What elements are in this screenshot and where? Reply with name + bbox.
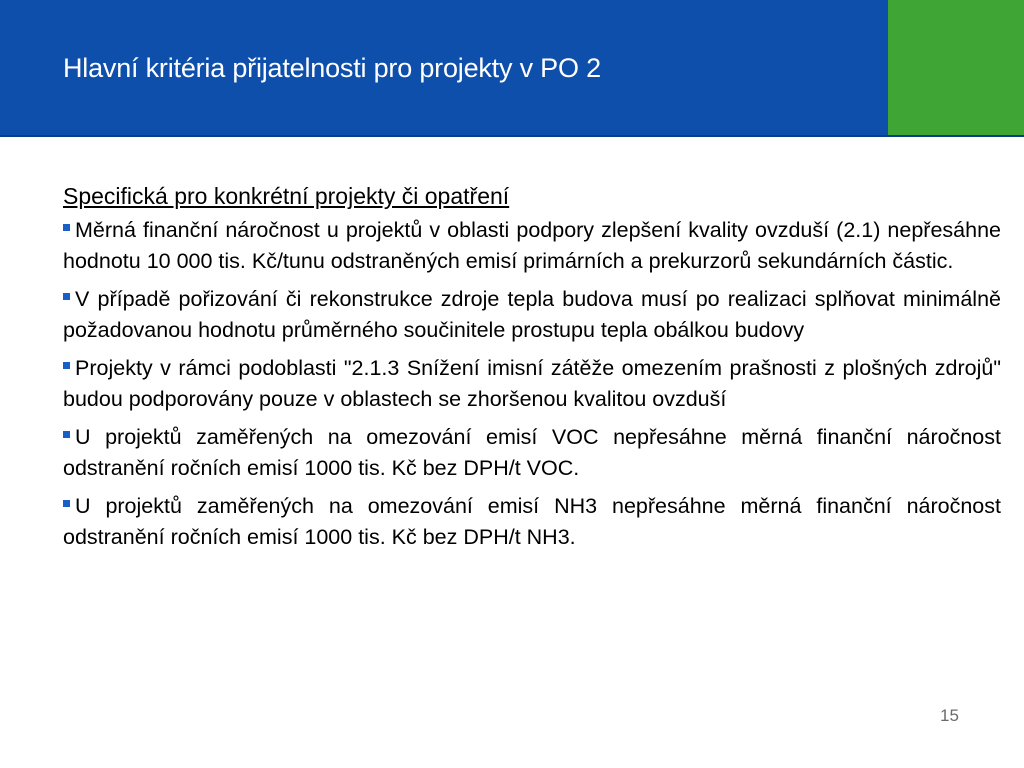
square-bullet-icon [63, 500, 70, 507]
square-bullet-icon [63, 431, 70, 438]
square-bullet-icon [63, 362, 70, 369]
page-number: 15 [940, 706, 959, 725]
list-item-text: U projektů zaměřených na omezování emisí NH3 nepřesáhne měrná finanční náročnost odstranění ročních emisí 1000 tis. Kč bez DPH/t NH3. [63, 494, 1001, 549]
square-bullet-icon [63, 293, 70, 300]
list-item-text: Měrná finanční náročnost u projektů v oblasti podpory zlepšení kvality ovzduší (2.1) nepřesáhne hodnotu 10 000 tis. Kč/tunu odstraněných emisí primárních a prekurzorů sekundárních částic. [63, 218, 1001, 273]
list-item [63, 491, 1001, 553]
list-item-text: U projektů zaměřených na omezování emisí VOC nepřesáhne měrná finanční náročnost odstranění ročních emisí 1000 tis. Kč bez DPH/t VOC. [63, 425, 1001, 480]
green-accent-block [888, 0, 1024, 135]
list-item [63, 284, 1001, 346]
list-item-text: Projekty v rámci podoblasti "2.1.3 Snížení imisní zátěže omezením prašnosti z plošných zdrojů" budou podporovány pouze v oblastech se zhoršenou kvalitou ovzduší [63, 356, 1001, 411]
section-subtitle: Specifická pro konkrétní projekty či opatření [63, 183, 510, 209]
slide-content [63, 181, 1001, 560]
slide-title: Hlavní kritéria přijatelnosti pro projekty v PO 2 [63, 53, 601, 83]
list-item [63, 215, 1001, 277]
square-bullet-icon [63, 224, 70, 231]
list-item-text: V případě pořizování či rekonstrukce zdroje tepla budova musí po realizaci splňovat minimálně požadovanou hodnotu průměrného součinitele prostupu tepla obálkou budovy [63, 287, 1001, 342]
criteria-list [63, 215, 1001, 553]
list-item [63, 422, 1001, 484]
header-divider [0, 135, 1024, 137]
list-item [63, 353, 1001, 415]
